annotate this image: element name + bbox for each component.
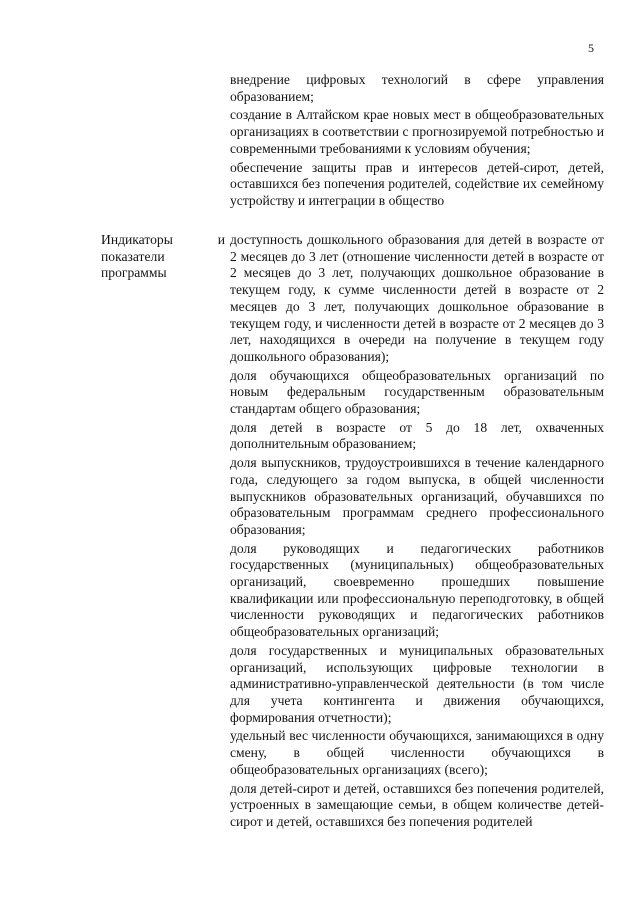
indicator-item: доля руководящих и педагогических работников государственных (муниципальных) общеобразовательных организаций, своевременно прошедших повышение квалификации или профессиональную переподготовку, в общей численности руководящих и педагогических работников общеобразовательных организаций;: [230, 540, 604, 640]
indicator-item: удельный вес численности обучающихся, занимающихся в одну смену, в общей численности обучающихся в общеобразовательных организациях (всего);: [230, 728, 604, 777]
indicators-label: Индикаторы и показатели программы: [101, 232, 225, 281]
indicator-item: доля детей-сирот и детей, оставшихся без попечения родителей, устроенных в замещающие семьи, в общем количестве детей-сирот и детей, оставшихся без попечения родителей: [230, 780, 604, 829]
page-number: 5: [588, 41, 594, 55]
goal-item: создание в Алтайском крае новых мест в общеобразовательных организациях в соответствии с прогнозируемой потребностью и современными требованиями к условиям обучения;: [230, 107, 604, 156]
indicator-item: доля выпускников, трудоустроившихся в течение календарного года, следующего за годом выпуска, в общей численности выпускников образовательных организаций, обучавшихся по образовательным программам среднего профессионального образования;: [230, 455, 604, 537]
goal-item: обеспечение защиты прав и интересов детей-сирот, детей, оставшихся без попечения родителей, содействие их семейному устройству и интеграции в общество: [230, 159, 604, 208]
goal-item: внедрение цифровых технологий в сфере управления образованием;: [230, 72, 604, 104]
indicator-item: доля государственных и муниципальных образовательных организаций, использующих цифровые технологии в административно-управленческой деятельности (в том числе для учета контингента и движения обучающихся, формирования отчетности);: [230, 642, 604, 725]
indicator-item: доступность дошкольного образования для детей в возрасте от 2 месяцев до 3 лет (отношение численности детей в возрасте от 2 месяцев до 3 лет, получающих дошкольное образование в текущем году, к сумме численности детей в возрасте от 2 месяцев до 3 лет, получающих дошкольное образование в текущем году, и численности детей в возрасте от 2 месяцев до 3 лет, находящихся в очереди на получение в текущем году дошкольного образования);: [230, 232, 604, 364]
indicator-item: доля детей в возрасте от 5 до 18 лет, охваченных дополнительным образованием;: [230, 419, 604, 452]
indicator-item: доля обучающихся общеобразовательных организаций по новым федеральным государственным образовательным стандартам общего образования;: [230, 367, 604, 417]
program-goals-continued: [230, 72, 604, 212]
indicators-list: [230, 232, 604, 833]
